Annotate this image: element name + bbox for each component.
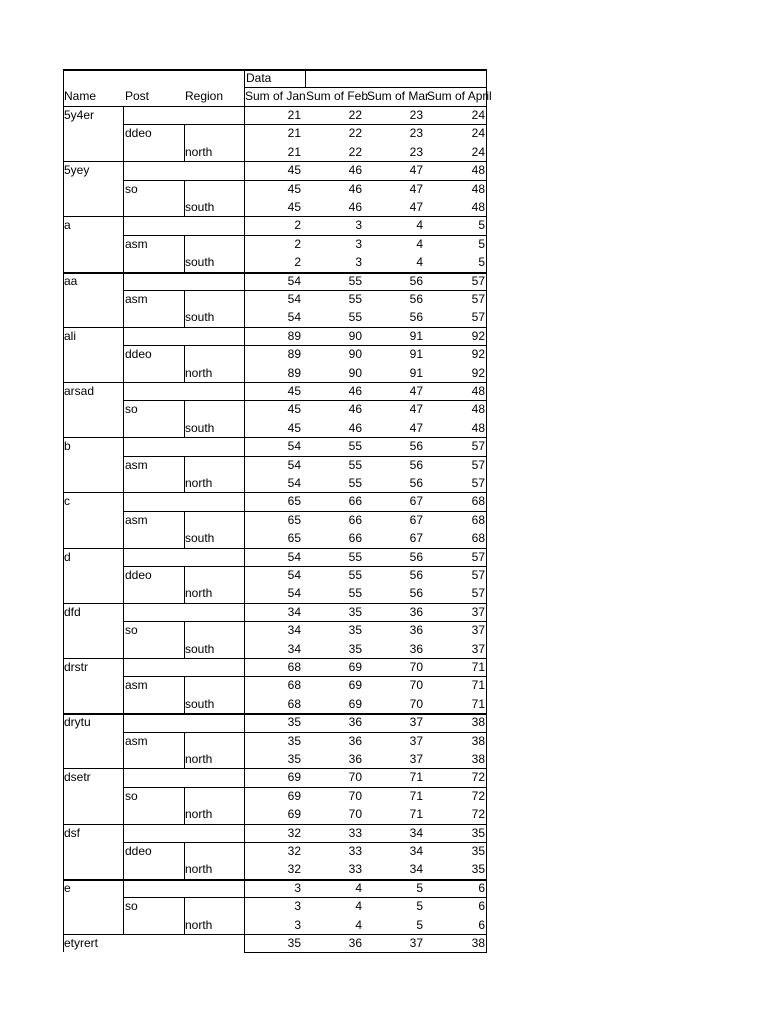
data-row-bottom <box>244 87 486 88</box>
row-post: so <box>125 623 138 638</box>
row-name: d <box>64 549 71 564</box>
row-post: asm <box>125 678 148 693</box>
value-cell: 48 <box>471 181 485 196</box>
value-cell: 45 <box>287 402 301 417</box>
post-column-border <box>123 327 124 382</box>
post-column-border <box>123 824 124 879</box>
values-bottom-border <box>244 952 487 953</box>
value-cell: 71 <box>409 788 423 803</box>
value-cell: 4 <box>355 899 362 914</box>
post-row-separator <box>123 290 486 291</box>
row-post: so <box>125 899 138 914</box>
value-cell: 68 <box>287 696 301 711</box>
column-header: Region <box>185 89 224 103</box>
value-cell: 35 <box>287 752 301 766</box>
value-cell: 56 <box>409 292 423 306</box>
value-cell: 4 <box>416 218 423 233</box>
value-cell: 57 <box>471 568 485 582</box>
value-cell: 92 <box>471 365 485 380</box>
row-post: so <box>125 181 138 196</box>
value-cell: 56 <box>409 549 423 564</box>
post-column-border <box>123 272 124 327</box>
value-cell: 37 <box>471 623 485 638</box>
post-column-border <box>123 548 124 603</box>
value-cell: 54 <box>287 439 301 454</box>
value-cell: 54 <box>287 310 301 325</box>
value-cell: 71 <box>409 770 423 785</box>
value-cell: 69 <box>348 678 362 693</box>
value-cell: 57 <box>471 457 485 472</box>
value-cell: 34 <box>409 844 423 858</box>
column-header: Sum of April <box>427 89 492 103</box>
value-cell: 37 <box>471 641 485 656</box>
post-row-separator <box>123 897 486 898</box>
value-cell: 71 <box>471 660 485 674</box>
value-cell: 2 <box>294 236 301 251</box>
row-region: south <box>185 255 215 270</box>
post-row-separator <box>123 235 486 236</box>
value-cell: 55 <box>348 476 362 490</box>
value-cell: 69 <box>348 696 362 711</box>
value-cell: 2 <box>294 218 301 233</box>
value-cell: 46 <box>348 181 362 196</box>
row-post: asm <box>125 457 148 472</box>
value-cell: 5 <box>416 880 423 895</box>
value-cell: 34 <box>287 604 301 619</box>
value-cell: 37 <box>471 604 485 619</box>
row-post: asm <box>125 236 148 251</box>
row-name: b <box>64 439 71 454</box>
value-cell: 4 <box>416 236 423 251</box>
post-column-border <box>123 382 124 437</box>
row-region: north <box>185 365 213 380</box>
table-top-border <box>63 69 487 71</box>
post-column-border <box>123 879 124 934</box>
row-post: ddeo <box>125 347 152 362</box>
post-column-border <box>123 603 124 658</box>
post-column-border <box>123 161 124 216</box>
value-cell: 36 <box>348 715 362 730</box>
value-cell: 70 <box>348 807 362 822</box>
value-cell: 57 <box>471 273 485 288</box>
value-cell: 23 <box>409 108 423 122</box>
value-cell: 57 <box>471 549 485 564</box>
value-cell: 4 <box>416 255 423 270</box>
row-region: north <box>185 476 213 490</box>
value-cell: 32 <box>287 844 301 858</box>
value-cell: 69 <box>287 770 301 785</box>
post-column-border <box>123 437 124 492</box>
value-cell: 47 <box>409 181 423 196</box>
value-cell: 34 <box>287 641 301 656</box>
value-cell: 3 <box>294 899 301 914</box>
value-cell: 57 <box>471 310 485 325</box>
value-cell: 89 <box>287 365 301 380</box>
value-cell: 72 <box>471 788 485 803</box>
value-cell: 70 <box>409 660 423 674</box>
value-cell: 54 <box>287 273 301 288</box>
post-row-separator <box>123 621 486 622</box>
value-cell: 6 <box>478 880 485 895</box>
value-cell: 68 <box>287 660 301 674</box>
value-cell: 69 <box>287 807 301 822</box>
value-cell: 32 <box>287 825 301 840</box>
value-cell: 47 <box>409 200 423 214</box>
value-cell: 69 <box>287 788 301 803</box>
value-cell: 54 <box>287 476 301 490</box>
value-cell: 48 <box>471 163 485 178</box>
row-region: north <box>185 807 213 822</box>
value-cell: 47 <box>409 384 423 398</box>
value-cell: 36 <box>409 641 423 656</box>
post-row-separator <box>123 456 486 457</box>
value-cell: 48 <box>471 200 485 214</box>
row-name: dsetr <box>64 770 91 785</box>
row-post: ddeo <box>125 568 152 582</box>
value-cell: 56 <box>409 310 423 325</box>
value-cell: 67 <box>409 531 423 546</box>
value-cell: 68 <box>287 678 301 693</box>
value-cell: 3 <box>355 255 362 270</box>
value-cell: 55 <box>348 439 362 454</box>
value-cell: 23 <box>409 144 423 159</box>
value-cell: 24 <box>471 144 485 159</box>
value-cell: 66 <box>348 531 362 546</box>
row-name: dfd <box>64 604 81 619</box>
value-cell: 70 <box>409 696 423 711</box>
value-cell: 55 <box>348 292 362 306</box>
group-separator <box>63 382 486 383</box>
post-row-separator <box>123 732 486 733</box>
value-cell: 56 <box>409 568 423 582</box>
value-cell: 45 <box>287 200 301 214</box>
post-column-border <box>123 492 124 547</box>
group-separator <box>63 603 486 604</box>
value-cell: 46 <box>348 200 362 214</box>
value-cell: 46 <box>348 420 362 435</box>
value-cell: 71 <box>409 807 423 822</box>
value-cell: 34 <box>287 623 301 638</box>
value-cell: 21 <box>287 108 301 122</box>
value-cell: 35 <box>287 733 301 748</box>
value-cell: 38 <box>471 752 485 766</box>
value-cell: 89 <box>287 347 301 362</box>
value-cell: 36 <box>348 936 362 950</box>
value-cell: 56 <box>409 273 423 288</box>
row-post: asm <box>125 292 148 306</box>
value-cell: 38 <box>471 936 485 950</box>
group-separator <box>63 327 486 328</box>
column-header: Name <box>64 89 97 103</box>
value-cell: 35 <box>471 825 485 840</box>
row-name: etyrert <box>64 936 99 950</box>
value-cell: 47 <box>409 420 423 435</box>
value-cell: 24 <box>471 126 485 141</box>
value-cell: 47 <box>409 402 423 417</box>
group-separator <box>63 768 486 769</box>
row-name: 5y4er <box>64 108 95 122</box>
value-cell: 66 <box>348 512 362 527</box>
row-post: asm <box>125 512 148 527</box>
value-cell: 35 <box>348 641 362 656</box>
value-cell: 68 <box>471 531 485 546</box>
group-separator <box>63 658 486 659</box>
table-left-border <box>63 69 64 952</box>
value-cell: 55 <box>348 586 362 601</box>
value-cell: 54 <box>287 549 301 564</box>
row-region: south <box>185 200 215 214</box>
value-cell: 37 <box>409 752 423 766</box>
value-cell: 38 <box>471 715 485 730</box>
value-cell: 57 <box>471 586 485 601</box>
value-cell: 56 <box>409 586 423 601</box>
value-cell: 33 <box>348 825 362 840</box>
value-cell: 35 <box>287 715 301 730</box>
column-header: Sum of Jan <box>245 89 306 103</box>
post-row-separator <box>123 842 486 843</box>
value-cell: 36 <box>348 752 362 766</box>
row-region: north <box>185 752 213 766</box>
column-header: Post <box>125 89 150 103</box>
value-cell: 67 <box>409 512 423 527</box>
row-region: south <box>185 310 215 325</box>
value-cell: 38 <box>471 733 485 748</box>
value-cell: 68 <box>471 494 485 509</box>
value-cell: 4 <box>355 917 362 932</box>
value-cell: 45 <box>287 163 301 178</box>
value-cell: 35 <box>348 623 362 638</box>
value-cell: 45 <box>287 384 301 398</box>
value-cell: 35 <box>471 862 485 877</box>
row-name: dsf <box>64 825 81 840</box>
value-cell: 54 <box>287 457 301 472</box>
row-region: south <box>185 641 215 656</box>
value-cell: 36 <box>409 604 423 619</box>
value-cell: 90 <box>348 347 362 362</box>
row-region: south <box>185 531 215 546</box>
value-cell: 5 <box>416 899 423 914</box>
value-cell: 35 <box>471 844 485 858</box>
value-cell: 55 <box>348 568 362 582</box>
group-separator <box>63 934 486 935</box>
value-cell: 69 <box>348 660 362 674</box>
value-cell: 48 <box>471 402 485 417</box>
post-row-separator <box>123 400 486 401</box>
post-row-separator <box>123 180 486 181</box>
value-cell: 36 <box>409 623 423 638</box>
row-region: north <box>185 144 213 159</box>
row-post: ddeo <box>125 844 152 858</box>
value-cell: 56 <box>409 439 423 454</box>
post-column-border <box>123 658 124 713</box>
value-cell: 91 <box>409 365 423 380</box>
value-cell: 35 <box>348 604 362 619</box>
value-cell: 66 <box>348 494 362 509</box>
row-region: south <box>185 420 215 435</box>
value-cell: 5 <box>478 255 485 270</box>
value-cell: 70 <box>348 788 362 803</box>
value-cell: 92 <box>471 328 485 343</box>
value-cell: 57 <box>471 476 485 490</box>
row-post: so <box>125 402 138 417</box>
value-cell: 3 <box>355 218 362 233</box>
value-cell: 65 <box>287 494 301 509</box>
value-cell: 5 <box>478 236 485 251</box>
value-cell: 70 <box>409 678 423 693</box>
value-cell: 37 <box>409 733 423 748</box>
data-field-label: Data <box>246 71 272 85</box>
row-name: c <box>64 494 70 509</box>
value-cell: 57 <box>471 439 485 454</box>
value-cell: 21 <box>287 144 301 159</box>
row-region: south <box>185 696 215 711</box>
group-separator <box>63 824 486 825</box>
value-cell: 54 <box>287 568 301 582</box>
value-cell: 3 <box>355 236 362 251</box>
value-cell: 21 <box>287 126 301 141</box>
header-bottom-border <box>63 106 487 107</box>
group-separator <box>63 492 486 493</box>
value-cell: 55 <box>348 273 362 288</box>
row-name: drytu <box>64 715 91 730</box>
row-name: ali <box>64 328 77 343</box>
row-name: aa <box>64 273 78 288</box>
post-column-border <box>123 216 124 271</box>
value-cell: 6 <box>478 917 485 932</box>
value-cell: 46 <box>348 384 362 398</box>
post-row-separator <box>123 676 486 677</box>
value-cell: 91 <box>409 328 423 343</box>
group-separator <box>63 548 486 549</box>
value-cell: 55 <box>348 310 362 325</box>
value-cell: 46 <box>348 163 362 178</box>
value-cell: 56 <box>409 457 423 472</box>
value-cell: 3 <box>294 917 301 932</box>
value-cell: 37 <box>409 715 423 730</box>
value-cell: 34 <box>409 862 423 877</box>
value-cell: 89 <box>287 328 301 343</box>
group-separator <box>63 161 486 162</box>
table-right-border <box>486 69 487 952</box>
value-cell: 34 <box>409 825 423 840</box>
value-cell: 33 <box>348 844 362 858</box>
value-cell: 24 <box>471 108 485 122</box>
row-name: drstr <box>64 660 88 674</box>
row-region: north <box>185 862 213 877</box>
value-cell: 45 <box>287 181 301 196</box>
value-cell: 55 <box>348 549 362 564</box>
value-cell: 2 <box>294 255 301 270</box>
value-cell: 4 <box>355 880 362 895</box>
value-cell: 57 <box>471 292 485 306</box>
value-cell: 22 <box>348 144 362 159</box>
value-cell: 37 <box>409 936 423 950</box>
value-cell: 68 <box>471 512 485 527</box>
row-name: e <box>64 880 71 895</box>
group-separator <box>63 437 486 438</box>
value-cell: 6 <box>478 899 485 914</box>
value-cell: 90 <box>348 328 362 343</box>
post-row-separator <box>123 566 486 567</box>
post-row-separator <box>123 124 486 125</box>
value-cell: 35 <box>287 936 301 950</box>
value-cell: 46 <box>348 402 362 417</box>
post-column-border <box>123 768 124 823</box>
value-cell: 36 <box>348 733 362 748</box>
value-cell: 71 <box>471 678 485 693</box>
value-cell: 5 <box>416 917 423 932</box>
value-cell: 65 <box>287 531 301 546</box>
post-column-border <box>123 713 124 768</box>
value-cell: 5 <box>478 218 485 233</box>
column-header: Sum of Mar <box>367 89 430 103</box>
value-cell: 47 <box>409 163 423 178</box>
data-cell-right <box>305 69 306 87</box>
value-cell: 55 <box>348 457 362 472</box>
row-post: so <box>125 788 138 803</box>
value-cell: 3 <box>294 880 301 895</box>
value-cell: 71 <box>471 696 485 711</box>
value-cell: 22 <box>348 108 362 122</box>
value-cell: 33 <box>348 862 362 877</box>
value-cell: 67 <box>409 494 423 509</box>
value-cell: 54 <box>287 292 301 306</box>
row-name: arsad <box>64 384 95 398</box>
value-cell: 65 <box>287 512 301 527</box>
value-cell: 23 <box>409 126 423 141</box>
value-cell: 22 <box>348 126 362 141</box>
value-cell: 48 <box>471 384 485 398</box>
row-region: north <box>185 586 213 601</box>
value-cell: 72 <box>471 807 485 822</box>
row-region: north <box>185 917 213 932</box>
row-name: a <box>64 218 71 233</box>
value-cell: 72 <box>471 770 485 785</box>
value-cell: 56 <box>409 476 423 490</box>
post-row-separator <box>123 511 486 512</box>
value-cell: 54 <box>287 586 301 601</box>
value-cell: 90 <box>348 365 362 380</box>
row-name: 5yey <box>64 163 90 178</box>
post-row-separator <box>123 787 486 788</box>
value-cell: 32 <box>287 862 301 877</box>
post-column-border <box>123 106 124 161</box>
post-row-separator <box>123 345 486 346</box>
column-header: Sum of Feb <box>306 89 369 103</box>
value-cell: 48 <box>471 420 485 435</box>
row-post: asm <box>125 733 148 748</box>
value-cell: 70 <box>348 770 362 785</box>
value-cell: 92 <box>471 347 485 362</box>
value-cell: 45 <box>287 420 301 435</box>
row-post: ddeo <box>125 126 152 141</box>
group-separator <box>63 216 486 217</box>
value-cell: 91 <box>409 347 423 362</box>
